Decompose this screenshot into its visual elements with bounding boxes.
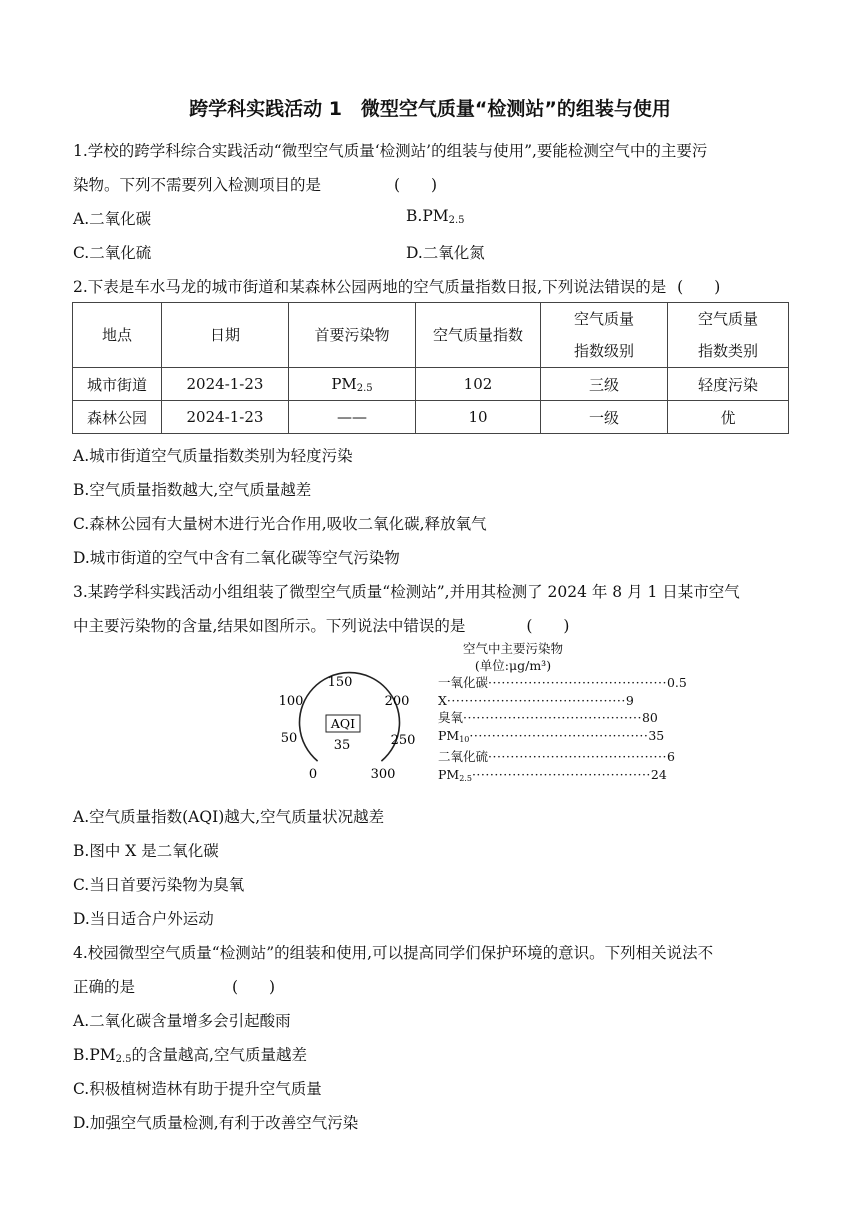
aqi-figure <box>275 638 687 798</box>
legend-item-name: X <box>438 692 447 708</box>
legend-item <box>438 692 634 710</box>
table-cell: 2024-1-23 <box>162 401 289 434</box>
table-cell: 城市街道 <box>73 368 162 401</box>
legend-item <box>438 674 687 692</box>
legend-item-text: PM <box>438 766 460 782</box>
q1-option-c: C.二氧化硫 <box>73 244 152 262</box>
header-cell: 日期 <box>162 303 289 368</box>
header-cell <box>541 303 668 368</box>
q1-option-d: D.二氧化氮 <box>406 244 485 262</box>
leader-dots: ········································ <box>471 766 651 782</box>
q2-option-b: B.空气质量指数越大,空气质量越差 <box>73 481 312 499</box>
legend-item-name <box>438 766 472 788</box>
table-row <box>73 401 789 434</box>
legend-unit: (单位:μg/m³) <box>474 658 552 673</box>
legend-item-value: 0.5 <box>666 675 687 690</box>
legend-item-value: 24 <box>650 766 667 782</box>
legend-item-name: 一氧化碳 <box>438 675 489 690</box>
legend-item <box>438 748 675 766</box>
q3-stem-line1: 3.某跨学科实践活动小组组装了微型空气质量“检测站”,并用其检测了 2024 年 8 月 1 日某市空气 <box>73 583 740 601</box>
table-cell: 三级 <box>541 368 668 401</box>
q4-option-b-suffix: 的含量越高,空气质量越差 <box>131 1046 307 1064</box>
q3-stem-text: 中主要污染物的含量,结果如图所示。下列说法中错误的是 <box>73 617 466 635</box>
q4-option-a: A.二氧化碳含量增多会引起酸雨 <box>73 1012 291 1030</box>
q2-answer-paren: ( ) <box>677 278 721 296</box>
legend-item-value: 35 <box>648 727 665 743</box>
gauge-tick-label: 100 <box>278 694 304 709</box>
leader-dots: ········································ <box>488 675 667 690</box>
table-cell: 2024-1-23 <box>162 368 289 401</box>
table-cell: 轻度污染 <box>668 368 789 401</box>
gauge-tick-label: 200 <box>384 694 410 709</box>
aqi-report-table <box>72 302 789 434</box>
header-cell <box>668 303 789 368</box>
legend-item-value: 80 <box>641 710 658 725</box>
table-header-row <box>73 303 789 368</box>
legend-item <box>438 766 667 788</box>
q4-option-b-sub: 2.5 <box>115 1054 132 1065</box>
table-cell: 优 <box>668 401 789 434</box>
table-row <box>73 368 789 401</box>
q4-answer-paren: ( ) <box>231 978 276 996</box>
aqi-dial-gauge <box>275 638 435 788</box>
q1-stem-text: 染物。下列不需要列入检测项目的是 <box>73 176 322 194</box>
q4-stem-text: 正确的是 <box>73 978 136 996</box>
legend-item-value: 9 <box>625 692 634 708</box>
q1-option-b <box>406 207 465 226</box>
pollutant-sub: 2.5 <box>356 382 373 394</box>
q4-stem-line1: 4.校园微型空气质量“检测站”的组装和使用,可以提高同学们保护环境的意识。下列相关说法不 <box>73 944 714 962</box>
q3-stem-line2 <box>73 614 569 636</box>
leader-dots: ········································ <box>463 710 642 725</box>
q4-stem-line2 <box>73 975 275 997</box>
leader-dots: ········································ <box>469 727 649 743</box>
leader-dots: ········································ <box>488 749 667 764</box>
legend-item-text: PM <box>438 727 460 743</box>
q2-option-c: C.森林公园有大量树木进行光合作用,吸收二氧化碳,释放氧气 <box>73 515 487 533</box>
leader-dots: ········································ <box>446 692 626 708</box>
q4-option-b-text: B.PM <box>73 1046 116 1064</box>
q1-option-a: A.二氧化碳 <box>73 210 152 228</box>
pollutant-text: —— <box>337 408 367 426</box>
q4-option-d: D.加强空气质量检测,有利于改善空气污染 <box>73 1114 359 1132</box>
legend-item <box>438 709 658 727</box>
aqi-label: AQI <box>330 716 356 731</box>
gauge-tick-label: 0 <box>308 767 318 782</box>
table-cell: 一级 <box>541 401 668 434</box>
table-cell: 10 <box>416 401 541 434</box>
q1-answer-paren: ( ) <box>393 176 438 194</box>
gauge-tick-label: 50 <box>280 731 298 746</box>
legend-item-name: 二氧化硫 <box>438 749 489 764</box>
table-cell <box>289 401 416 434</box>
q3-option-b: B.图中 X 是二氧化碳 <box>73 842 219 860</box>
q1-option-b-sub: 2.5 <box>448 215 465 226</box>
legend-title: 空气中主要污染物 <box>462 641 563 656</box>
gauge-tick-label: 150 <box>327 675 353 690</box>
q1-stem-line2 <box>73 173 437 195</box>
q3-option-d: D.当日适合户外运动 <box>73 910 214 928</box>
header-cell-text: 空气质量指数类别 <box>697 310 758 360</box>
q2-stem <box>73 275 720 297</box>
legend-item-sub: 2.5 <box>459 773 472 783</box>
page-title: 跨学科实践活动 1 微型空气质量“检测站”的组装与使用 <box>189 98 671 120</box>
header-cell: 地点 <box>73 303 162 368</box>
aqi-value: 35 <box>333 738 351 753</box>
pollutant-text: PM <box>331 374 357 393</box>
legend-item <box>438 727 665 749</box>
q3-option-a: A.空气质量指数(AQI)越大,空气质量状况越差 <box>73 808 385 826</box>
table-cell <box>289 368 416 401</box>
q2-option-a: A.城市街道空气质量指数类别为轻度污染 <box>73 447 353 465</box>
legend-item-name <box>438 727 469 749</box>
q3-option-c: C.当日首要污染物为臭氧 <box>73 876 245 894</box>
pollutant-legend <box>438 640 687 787</box>
table-cell: 森林公园 <box>73 401 162 434</box>
q1-option-b-text: B.PM <box>406 207 449 225</box>
legend-item-sub: 10 <box>459 734 470 744</box>
legend-item-value: 6 <box>666 749 675 764</box>
header-cell: 首要污染物 <box>289 303 416 368</box>
q2-option-d: D.城市街道的空气中含有二氧化碳等空气污染物 <box>73 549 400 567</box>
table-cell: 102 <box>416 368 541 401</box>
q3-answer-paren: ( ) <box>526 617 570 635</box>
q4-option-c: C.积极植树造林有助于提升空气质量 <box>73 1080 322 1098</box>
legend-item-name: 臭氧 <box>438 710 464 725</box>
q2-stem-text: 2.下表是车水马龙的城市街道和某森林公园两地的空气质量指数日报,下列说法错误的是 <box>73 278 667 296</box>
q1-stem-line1: 1.学校的跨学科综合实践活动“微型空气质量‘检测站’的组装与使用”,要能检测空气中的主要污 <box>73 142 708 160</box>
header-cell: 空气质量指数 <box>416 303 541 368</box>
gauge-tick-label: 250 <box>390 733 416 748</box>
header-cell-text: 空气质量指数级别 <box>573 310 634 360</box>
gauge-tick-label: 300 <box>370 767 396 782</box>
q4-option-b <box>73 1043 307 1065</box>
